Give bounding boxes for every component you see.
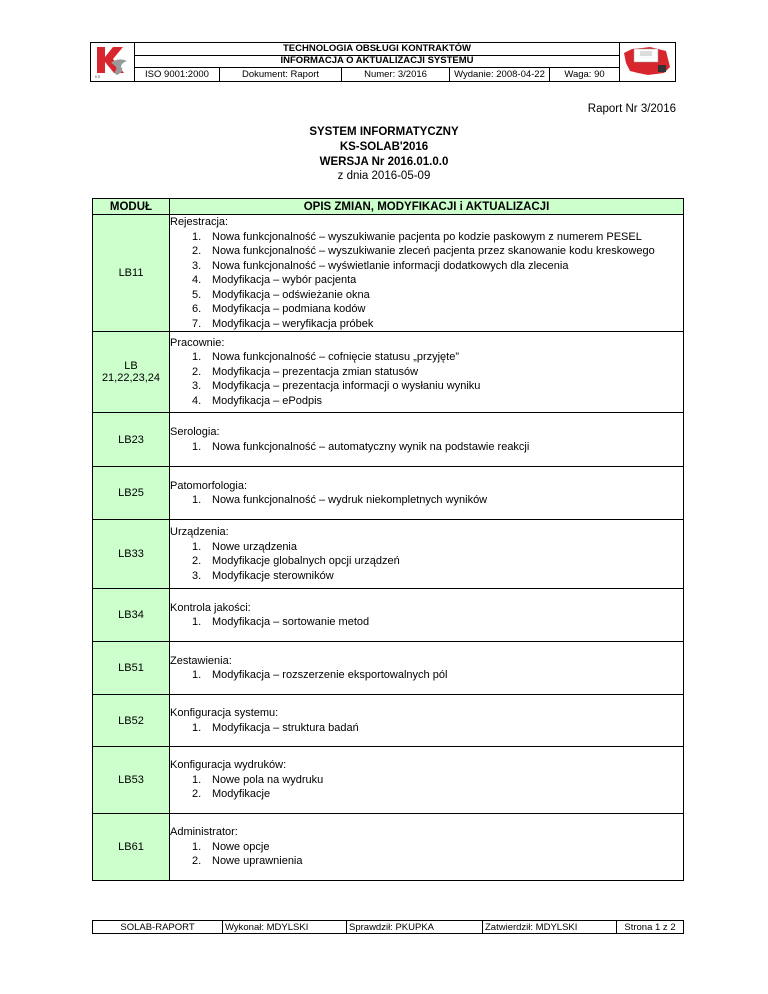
document-header: [90, 42, 676, 82]
footer-doc: SOLAB-RAPORT: [93, 921, 223, 933]
header-line1: TECHNOLOGIA OBSŁUGI KONTRAKTÓW: [282, 43, 472, 54]
module-cell: [93, 467, 170, 520]
title-line3: WERSJA Nr 2016.01.0.0: [319, 156, 449, 168]
change-list: [170, 493, 683, 508]
list-item: [192, 379, 683, 394]
table-row: [93, 413, 684, 467]
item-number: 2.: [192, 365, 202, 378]
module-code-line2: 21,22,23,24: [101, 372, 161, 384]
list-item: [192, 721, 683, 736]
footer-approved: Zatwierdził: MDYLSKI: [483, 921, 617, 933]
item-text: Modyfikacja – ePodpis: [212, 394, 323, 407]
item-number: 1.: [192, 773, 202, 786]
module-code: LB52: [118, 714, 144, 727]
list-item: [192, 273, 683, 288]
header-line2: INFORMACJA O AKTUALIZACJI SYSTEMU: [280, 55, 474, 66]
change-list: [170, 615, 683, 630]
change-list: [170, 440, 683, 455]
list-item: [192, 394, 683, 409]
list-item: [192, 615, 683, 630]
poland-map-icon: [619, 43, 675, 81]
module-cell: [93, 413, 170, 467]
section-title: Kontrola jakości:: [170, 601, 251, 614]
item-number: 7.: [192, 317, 202, 330]
module-cell: [93, 695, 170, 747]
item-text: Nowe uprawnienia: [212, 855, 303, 868]
change-list: [170, 668, 683, 683]
section-title: Serologia:: [170, 426, 220, 438]
item-text: Modyfikacja – sortowanie metod: [212, 616, 370, 628]
list-item: [192, 302, 683, 317]
item-text: Nowa funkcjonalność – wyświetlanie informacji dodatkowych dla zlecenia: [212, 259, 569, 272]
changes-table: [92, 198, 684, 881]
module-code: LB25: [118, 487, 144, 499]
item-text: Nowa funkcjonalność – automatyczny wynik na podstawie reakcji: [212, 440, 530, 453]
header-edition: Wydanie: 2008-04-22: [450, 68, 550, 82]
list-item: [192, 244, 683, 259]
description-cell: [170, 747, 684, 814]
description-cell: [170, 215, 684, 332]
list-item: [192, 365, 683, 380]
item-number: 1.: [192, 721, 202, 734]
table-row: [93, 467, 684, 520]
description-cell: [170, 642, 684, 695]
module-code: LB51: [118, 662, 144, 674]
item-number: 1.: [192, 440, 202, 453]
section-title: Rejestracja:: [170, 216, 229, 228]
list-item: [192, 554, 683, 569]
item-number: 1.: [192, 840, 202, 853]
item-text: Modyfikacja – rozszerzenie eksportowalnych pól: [212, 669, 448, 681]
list-item: [192, 317, 683, 332]
description-cell: [170, 413, 684, 467]
table-row: [93, 332, 684, 413]
module-cell: [93, 520, 170, 589]
item-number: 1.: [192, 494, 202, 506]
item-text: Modyfikacje: [212, 788, 271, 801]
change-list: [170, 230, 683, 332]
section-title: Konfiguracja systemu:: [170, 707, 279, 719]
ks-logo: [91, 43, 135, 81]
module-code: LB61: [118, 841, 144, 853]
list-item: [192, 540, 683, 555]
change-list: [170, 540, 683, 584]
item-number: 1.: [192, 230, 202, 243]
description-cell: [170, 695, 684, 747]
item-text: Nowa funkcjonalność – wydruk niekompletnych wyników: [212, 494, 488, 506]
list-item: [192, 668, 683, 683]
list-item: [192, 230, 683, 245]
change-list: [170, 721, 683, 736]
item-number: 2.: [192, 245, 202, 257]
title-line4: z dnia 2016-05-09: [337, 170, 431, 182]
title-line1: SYSTEM INFORMATYCZNY: [309, 126, 459, 138]
item-number: 5.: [192, 288, 202, 301]
col-module-header: MODUŁ: [93, 199, 170, 215]
section-title: Konfiguracja wydruków:: [170, 759, 287, 772]
header-weight: Waga: 90: [564, 69, 605, 80]
footer-checked: Sprawdził: PKUPKA: [347, 921, 483, 933]
item-number: 2.: [192, 788, 202, 801]
item-text: Modyfikacja – podmiana kodów: [212, 303, 366, 315]
module-cell: [93, 589, 170, 642]
table-row: [93, 520, 684, 589]
item-number: 1.: [192, 540, 202, 553]
section-title: Urządzenia:: [170, 526, 229, 538]
change-list: [170, 773, 683, 802]
section-title: Patomorfologia:: [170, 479, 248, 492]
table-row: [93, 747, 684, 814]
description-cell: [170, 589, 684, 642]
table-row: [93, 589, 684, 642]
description-cell: [170, 520, 684, 589]
item-number: 2.: [192, 555, 202, 567]
table-row: [93, 642, 684, 695]
table-row: [93, 215, 684, 332]
module-code: LB11: [118, 267, 144, 279]
item-text: Modyfikacje sterowników: [212, 569, 334, 582]
item-text: Nowe urządzenia: [212, 540, 297, 553]
item-number: 2.: [192, 855, 202, 868]
module-code: LB: [124, 360, 138, 372]
section-title: Administrator:: [170, 826, 238, 839]
svg-text:KS: KS: [95, 74, 101, 79]
list-item: [192, 773, 683, 788]
header-number: Numer: 3/2016: [342, 68, 450, 82]
header-document: Dokument: Raport: [220, 68, 342, 82]
item-text: Modyfikacje globalnych opcji urządzeń: [212, 555, 400, 567]
item-text: Nowe opcje: [212, 840, 270, 853]
change-list: [170, 350, 683, 408]
col-desc-header: OPIS ZMIAN, MODYFIKACJI i AKTUALIZACJI: [170, 199, 684, 215]
module-code: LB33: [118, 548, 144, 560]
item-number: 3.: [192, 380, 202, 393]
module-cell: [93, 642, 170, 695]
item-number: 1.: [192, 351, 202, 364]
item-number: 1.: [192, 669, 202, 681]
list-item: [192, 854, 683, 869]
table-row: [93, 814, 684, 881]
module-cell: [93, 747, 170, 814]
item-text: Nowa funkcjonalność – cofnięcie statusu „przyjęte”: [212, 351, 460, 364]
item-number: 4.: [192, 274, 202, 286]
section-title: Pracownie:: [170, 336, 225, 349]
list-item: [192, 440, 683, 455]
item-text: Nowe pola na wydruku: [212, 773, 324, 786]
item-number: 4.: [192, 394, 202, 407]
list-item: [192, 840, 683, 855]
module-code: LB53: [118, 774, 144, 786]
module-cell: [93, 215, 170, 332]
report-number: Raport Nr 3/2016: [587, 103, 676, 115]
header-iso: ISO 9001:2000: [135, 68, 220, 82]
list-item: [192, 259, 683, 274]
list-item: [192, 493, 683, 508]
item-text: Modyfikacja – odświeżanie okna: [212, 288, 370, 301]
list-item: [192, 288, 683, 303]
document-footer: [92, 920, 684, 934]
section-title: Zestawienia:: [170, 654, 232, 667]
item-text: Modyfikacja – prezentacja zmian statusów: [212, 365, 419, 378]
list-item: [192, 350, 683, 365]
item-number: 3.: [192, 259, 202, 272]
module-cell: [93, 814, 170, 881]
module-cell: [93, 332, 170, 413]
list-item: [192, 569, 683, 584]
footer-page: Strona 1 z 2: [624, 922, 676, 933]
description-cell: [170, 814, 684, 881]
module-code: LB34: [118, 609, 144, 621]
list-item: [192, 787, 683, 802]
title-line2: KS-SOLAB'2016: [339, 141, 429, 153]
item-text: Modyfikacja – wybór pacjenta: [212, 274, 357, 286]
module-code: LB23: [118, 433, 144, 446]
footer-made: Wykonał: MDYLSKI: [223, 921, 347, 933]
item-text: Modyfikacja – prezentacja informacji o wysłaniu wyniku: [212, 380, 481, 393]
change-list: [170, 840, 683, 869]
table-row: [93, 695, 684, 747]
item-number: 6.: [192, 303, 202, 315]
item-text: Modyfikacja – weryfikacja próbek: [212, 317, 374, 330]
item-text: Modyfikacja – struktura badań: [212, 721, 359, 734]
item-number: 1.: [192, 616, 202, 628]
item-text: Nowa funkcjonalność – wyszukiwanie pacjenta po kodzie paskowym z numerem PESEL: [212, 230, 642, 243]
description-cell: [170, 332, 684, 413]
description-cell: [170, 467, 684, 520]
item-text: Nowa funkcjonalność – wyszukiwanie zleceń pacjenta przez skanowanie kodu kreskowego: [212, 245, 655, 257]
item-number: 3.: [192, 569, 202, 582]
